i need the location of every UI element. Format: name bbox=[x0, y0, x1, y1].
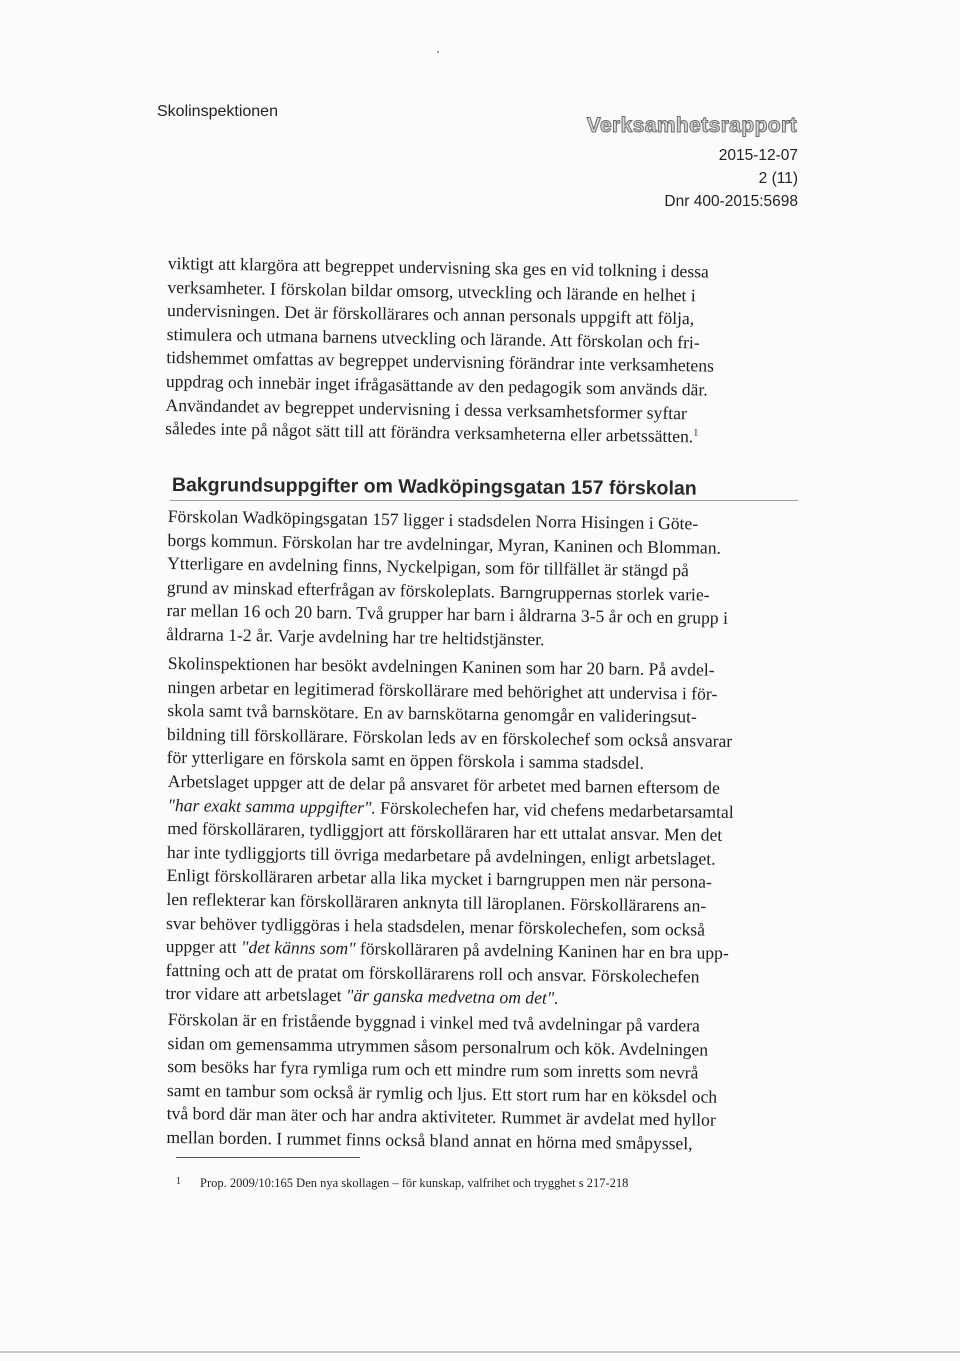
document-date: 2015-12-07 bbox=[718, 147, 798, 164]
background-paragraph bbox=[166, 505, 796, 655]
text-line: uppdrag och innebär inget ifrågasättande av den pedagogik som används där. bbox=[165, 370, 708, 400]
scan-speck bbox=[437, 51, 439, 53]
text-line: fattning och att de pratat om förskollärarens roll och ansvar. Förskolechefen bbox=[165, 959, 700, 987]
footnote-text: Prop. 2009/10:165 Den nya skollagen – för kunskap, valfrihet och trygghet s 217-218 bbox=[200, 1176, 629, 1190]
section-heading: Bakgrundsuppgifter om Wadköpingsgatan 157 förskolan bbox=[171, 474, 697, 500]
text-line: ningen arbetar en legitimerad förskollärare med behörighet att undervisa i för- bbox=[167, 676, 718, 704]
text-line: Ytterligare en avdelning finns, Nyckelpigan, som för tillfället är stängd på bbox=[167, 553, 690, 581]
text-line: mellan borden. I rummet finns också bland annat en hörna med småpyssel, bbox=[166, 1126, 693, 1154]
text-line: Användandet av begreppet undervisning i dessa verksamhetsformer syftar bbox=[165, 394, 687, 423]
text-line: grund av minskad efterfrågan av förskoleplats. Barngruppernas storlek varie- bbox=[166, 576, 710, 605]
text-line: viktigt att klargöra att begreppet undervisning ska ges en vid tolkning i dessa bbox=[167, 252, 709, 282]
footnote-marker: 1 bbox=[176, 1176, 181, 1187]
text-line: som besöks har fyra rymliga rum och ett mindre rum som inretts som nevrå bbox=[167, 1056, 699, 1083]
quote: "har exakt samma uppgifter". bbox=[167, 794, 376, 818]
text-line: åldrarna 1-2 år. Varje avdelning har tre heltidstjänster. bbox=[166, 623, 545, 650]
text-line: rar mellan 16 och 20 barn. Två grupper har barn i åldrarna 3-5 år och en grupp i bbox=[166, 600, 729, 629]
registration-number: Dnr 400-2015:5698 bbox=[664, 193, 798, 210]
text-line: sidan om gemensamma utrymmen såsom personalrum och kök. Avdelningen bbox=[167, 1032, 709, 1060]
intro-paragraph bbox=[165, 252, 796, 451]
text-segment: tror vidare att arbetslaget bbox=[165, 983, 347, 1006]
text-line: Förskolan Wadköpingsgatan 157 ligger i stadsdelen Norra Hisingen i Göte- bbox=[167, 505, 699, 534]
text-line: Enligt förskolläraren arbetar alla lika mycket i barngruppen men när persona- bbox=[166, 865, 712, 893]
staff-responsibility-paragraph bbox=[165, 770, 796, 1014]
text-line: verksamheter. I förskolan bildar omsorg, utveckling och lärande en helhet i bbox=[167, 276, 696, 305]
text-line: Arbetslaget uppger att de delar på ansvaret för arbetet med barnen eftersom de bbox=[167, 770, 720, 798]
footnote bbox=[176, 1176, 628, 1191]
footnote-separator bbox=[176, 1157, 360, 1158]
text-line: skola samt två barnskötare. En av barnskötarna genomgår en valideringsut- bbox=[167, 700, 697, 727]
text-line: len reflekterar kan förskolläraren anknyta till läroplanen. Förskollärarens an- bbox=[166, 888, 707, 916]
quote: "är ganska medvetna om det". bbox=[345, 985, 559, 1009]
scan-edge bbox=[0, 1351, 960, 1353]
text-line: således inte på något sätt till att förändra verksamheterna eller arbetssätten. bbox=[165, 418, 694, 447]
text-line: undervisningen. Det är förskollärares och annan personals uppgift att följa, bbox=[166, 300, 695, 329]
text-line: samt en tambur som också är rymlig och ljus. Ett stort rum har en köksdel och bbox=[166, 1079, 718, 1107]
text-line: tidshemmet omfattas av begreppet undervisning förändrar inte verksamhetens bbox=[166, 347, 715, 376]
text-line: för ytterligare en förskola samt en öppen förskola i samma stadsdel. bbox=[166, 747, 645, 774]
quote: "det känns som" bbox=[240, 937, 356, 959]
footnote-reference: 1 bbox=[693, 427, 699, 439]
text-line: med förskolläraren, tydliggjort att förskolläraren har ett uttalat ansvar. Men det bbox=[167, 818, 723, 845]
text-line: två bord där man äter och har andra aktiviteter. Rummet är avdelat med hyllor bbox=[166, 1103, 716, 1131]
text-line: stimulera och utmana barnens utveckling och lärande. Att förskolan och fri- bbox=[166, 323, 700, 353]
organization-name: Skolinspektionen bbox=[157, 103, 278, 120]
text-line: har inte tydliggjorts till övriga medarbetare på avdelningen, enligt arbetslaget. bbox=[166, 841, 716, 869]
premises-paragraph bbox=[166, 1008, 796, 1157]
heading-underline bbox=[170, 500, 798, 501]
text-line: bildning till förskollärare. Förskolan leds av en förskolechef som också ansvarar bbox=[166, 723, 733, 751]
text-line: Förskolan är en fristående byggnad i vinkel med två avdelningar på vardera bbox=[167, 1008, 700, 1036]
text-segment: uppger att bbox=[165, 936, 242, 958]
page-number: 2 (11) bbox=[758, 170, 798, 187]
text-line: borgs kommun. Förskolan har tre avdelningar, Myran, Kaninen och Blomman. bbox=[167, 529, 722, 558]
text-segment: Förskolechefen har, vid chefens medarbetarsamtal bbox=[375, 797, 734, 822]
text-line: svar behöver tydliggöras i hela stadsdelen, menar förskolechefen, som också bbox=[166, 912, 706, 940]
visit-paragraph bbox=[167, 652, 796, 778]
text-segment: förskolläraren på avdelning Kaninen har en bra upp- bbox=[355, 938, 729, 964]
document-type-title: Verksamhetsrapport bbox=[586, 114, 797, 137]
text-line: Skolinspektionen har besökt avdelningen Kaninen som har 20 barn. På avdel- bbox=[167, 652, 715, 680]
